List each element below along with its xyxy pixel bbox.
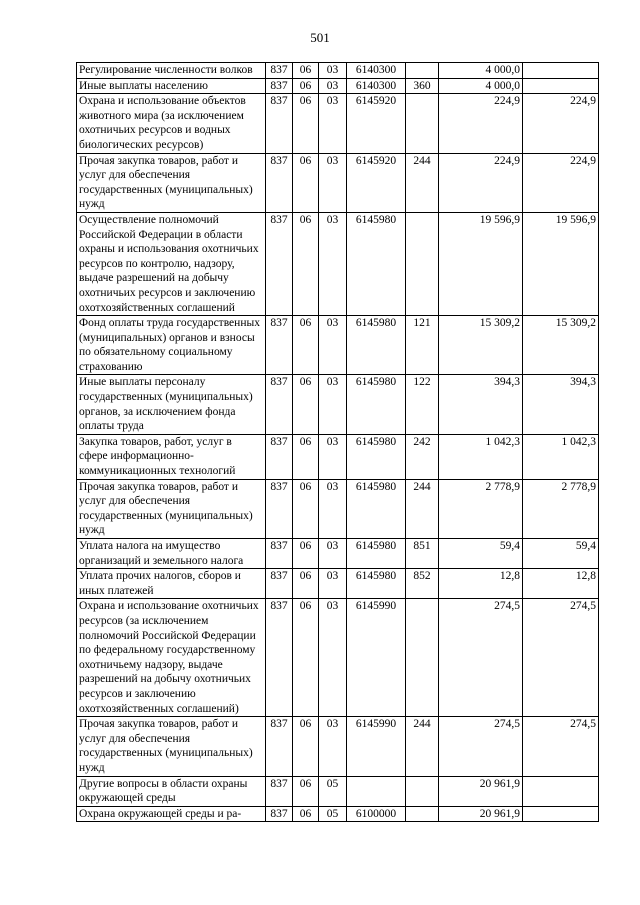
item-name-cell: Прочая закупка товаров, работ и услуг для обеспечения государственных (муниципальных) нужд — [77, 479, 266, 538]
table-row — [77, 569, 599, 599]
subsection-code-cell: 05 — [319, 776, 347, 806]
target-article-cell: 6145990 — [347, 717, 406, 776]
expense-type-cell: 122 — [406, 375, 439, 434]
table-row — [77, 434, 599, 479]
table-row — [77, 375, 599, 434]
target-article-cell: 6145980 — [347, 316, 406, 375]
target-article-cell: 6145980 — [347, 375, 406, 434]
amount-first-cell: 274,5 — [439, 717, 523, 776]
subsection-code-cell: 03 — [319, 539, 347, 569]
subsection-code-cell: 03 — [319, 569, 347, 599]
target-article-cell: 6145980 — [347, 539, 406, 569]
admin-code-cell: 837 — [266, 776, 293, 806]
subsection-code-cell: 03 — [319, 479, 347, 538]
admin-code-cell: 837 — [266, 375, 293, 434]
section-code-cell: 06 — [293, 375, 319, 434]
item-name-cell: Прочая закупка товаров, работ и услуг для обеспечения государственных (муниципальных) нужд — [77, 153, 266, 212]
amount-second-cell: 12,8 — [523, 569, 599, 599]
section-code-cell: 06 — [293, 434, 319, 479]
amount-second-cell: 19 596,9 — [523, 212, 599, 315]
amount-second-cell — [523, 776, 599, 806]
amount-second-cell — [523, 806, 599, 822]
amount-first-cell: 19 596,9 — [439, 212, 523, 315]
amount-second-cell: 2 778,9 — [523, 479, 599, 538]
target-article-cell: 6145980 — [347, 212, 406, 315]
admin-code-cell: 837 — [266, 569, 293, 599]
target-article-cell: 6145920 — [347, 153, 406, 212]
target-article-cell — [347, 776, 406, 806]
expense-type-cell: 242 — [406, 434, 439, 479]
item-name-cell: Другие вопросы в области охраны окружающей среды — [77, 776, 266, 806]
admin-code-cell: 837 — [266, 63, 293, 79]
amount-second-cell: 274,5 — [523, 717, 599, 776]
subsection-code-cell: 03 — [319, 599, 347, 717]
item-name-cell: Закупка товаров, работ, услуг в сфере информационно-коммуникационных технологий — [77, 434, 266, 479]
subsection-code-cell: 05 — [319, 806, 347, 822]
table-row — [77, 153, 599, 212]
item-name-cell: Охрана окружающей среды и ра- — [77, 806, 266, 822]
budget-table — [76, 62, 599, 822]
item-name-cell: Уплата налога на имущество организаций и земельного налога — [77, 539, 266, 569]
table-row — [77, 94, 599, 153]
expense-type-cell: 360 — [406, 78, 439, 94]
amount-first-cell: 4 000,0 — [439, 78, 523, 94]
section-code-cell: 06 — [293, 717, 319, 776]
amount-second-cell: 224,9 — [523, 94, 599, 153]
expense-type-cell — [406, 94, 439, 153]
admin-code-cell: 837 — [266, 153, 293, 212]
expense-type-cell — [406, 212, 439, 315]
expense-type-cell: 851 — [406, 539, 439, 569]
target-article-cell: 6145980 — [347, 479, 406, 538]
section-code-cell: 06 — [293, 153, 319, 212]
section-code-cell: 06 — [293, 539, 319, 569]
amount-first-cell: 394,3 — [439, 375, 523, 434]
target-article-cell: 6145980 — [347, 569, 406, 599]
target-article-cell: 6145980 — [347, 434, 406, 479]
table-row — [77, 717, 599, 776]
item-name-cell: Прочая закупка товаров, работ и услуг для обеспечения государственных (муниципальных) нужд — [77, 717, 266, 776]
table-row — [77, 539, 599, 569]
subsection-code-cell: 03 — [319, 63, 347, 79]
table-row — [77, 78, 599, 94]
item-name-cell: Уплата прочих налогов, сборов и иных платежей — [77, 569, 266, 599]
expense-type-cell: 244 — [406, 717, 439, 776]
admin-code-cell: 837 — [266, 94, 293, 153]
target-article-cell: 6145920 — [347, 94, 406, 153]
amount-first-cell: 224,9 — [439, 94, 523, 153]
target-article-cell: 6140300 — [347, 63, 406, 79]
amount-first-cell: 20 961,9 — [439, 806, 523, 822]
amount-first-cell: 12,8 — [439, 569, 523, 599]
expense-type-cell: 852 — [406, 569, 439, 599]
table-row — [77, 599, 599, 717]
section-code-cell: 06 — [293, 599, 319, 717]
subsection-code-cell: 03 — [319, 717, 347, 776]
amount-first-cell: 59,4 — [439, 539, 523, 569]
subsection-code-cell: 03 — [319, 375, 347, 434]
table-row — [77, 479, 599, 538]
admin-code-cell: 837 — [266, 539, 293, 569]
amount-first-cell: 1 042,3 — [439, 434, 523, 479]
amount-first-cell: 2 778,9 — [439, 479, 523, 538]
admin-code-cell: 837 — [266, 717, 293, 776]
item-name-cell: Осуществление полномочий Российской Федерации в области охраны и использования охотничьих ресурсов по контролю, надзору, выдаче разрешений на добычу охотничьих ресурсов и заключению охотхозяйственных соглашений — [77, 212, 266, 315]
subsection-code-cell: 03 — [319, 212, 347, 315]
expense-type-cell: 121 — [406, 316, 439, 375]
item-name-cell: Охрана и использование объектов животного мира (за исключением охотничьих ресурсов и водных биологических ресурсов) — [77, 94, 266, 153]
amount-second-cell: 274,5 — [523, 599, 599, 717]
admin-code-cell: 837 — [266, 434, 293, 479]
amount-first-cell: 4 000,0 — [439, 63, 523, 79]
table-row — [77, 316, 599, 375]
expense-type-cell — [406, 806, 439, 822]
subsection-code-cell: 03 — [319, 78, 347, 94]
admin-code-cell: 837 — [266, 316, 293, 375]
section-code-cell: 06 — [293, 212, 319, 315]
section-code-cell: 06 — [293, 776, 319, 806]
amount-first-cell: 15 309,2 — [439, 316, 523, 375]
expense-type-cell: 244 — [406, 479, 439, 538]
expense-type-cell — [406, 599, 439, 717]
table-row — [77, 776, 599, 806]
subsection-code-cell: 03 — [319, 94, 347, 153]
admin-code-cell: 837 — [266, 78, 293, 94]
amount-first-cell: 20 961,9 — [439, 776, 523, 806]
section-code-cell: 06 — [293, 479, 319, 538]
table-body — [77, 63, 599, 822]
expense-type-cell — [406, 63, 439, 79]
section-code-cell: 06 — [293, 78, 319, 94]
table-row — [77, 806, 599, 822]
section-code-cell: 06 — [293, 94, 319, 153]
amount-first-cell: 224,9 — [439, 153, 523, 212]
target-article-cell: 6140300 — [347, 78, 406, 94]
section-code-cell: 06 — [293, 806, 319, 822]
admin-code-cell: 837 — [266, 806, 293, 822]
section-code-cell: 06 — [293, 316, 319, 375]
amount-second-cell — [523, 63, 599, 79]
item-name-cell: Охрана и использование охотничьих ресурсов (за исключением полномочий Российской Федерации по федеральному государственному охотничьему надзору, выдаче разрешений на добычу охотничьих ресурсов и заключению охотхозяйственных соглашений) — [77, 599, 266, 717]
subsection-code-cell: 03 — [319, 316, 347, 375]
subsection-code-cell: 03 — [319, 434, 347, 479]
expense-type-cell — [406, 776, 439, 806]
section-code-cell: 06 — [293, 63, 319, 79]
admin-code-cell: 837 — [266, 212, 293, 315]
table-row — [77, 63, 599, 79]
expense-type-cell: 244 — [406, 153, 439, 212]
amount-second-cell — [523, 78, 599, 94]
item-name-cell: Иные выплаты персоналу государственных (муниципальных) органов, за исключением фонда оплаты труда — [77, 375, 266, 434]
amount-second-cell: 224,9 — [523, 153, 599, 212]
admin-code-cell: 837 — [266, 599, 293, 717]
admin-code-cell: 837 — [266, 479, 293, 538]
section-code-cell: 06 — [293, 569, 319, 599]
item-name-cell: Фонд оплаты труда государственных (муниципальных) органов и взносы по обязательному социальному страхованию — [77, 316, 266, 375]
amount-second-cell: 59,4 — [523, 539, 599, 569]
amount-second-cell: 394,3 — [523, 375, 599, 434]
page-number: 501 — [310, 30, 330, 45]
amount-second-cell: 1 042,3 — [523, 434, 599, 479]
subsection-code-cell: 03 — [319, 153, 347, 212]
item-name-cell: Регулирование численности волков — [77, 63, 266, 79]
target-article-cell: 6145990 — [347, 599, 406, 717]
amount-second-cell: 15 309,2 — [523, 316, 599, 375]
table-row — [77, 212, 599, 315]
amount-first-cell: 274,5 — [439, 599, 523, 717]
target-article-cell: 6100000 — [347, 806, 406, 822]
item-name-cell: Иные выплаты населению — [77, 78, 266, 94]
